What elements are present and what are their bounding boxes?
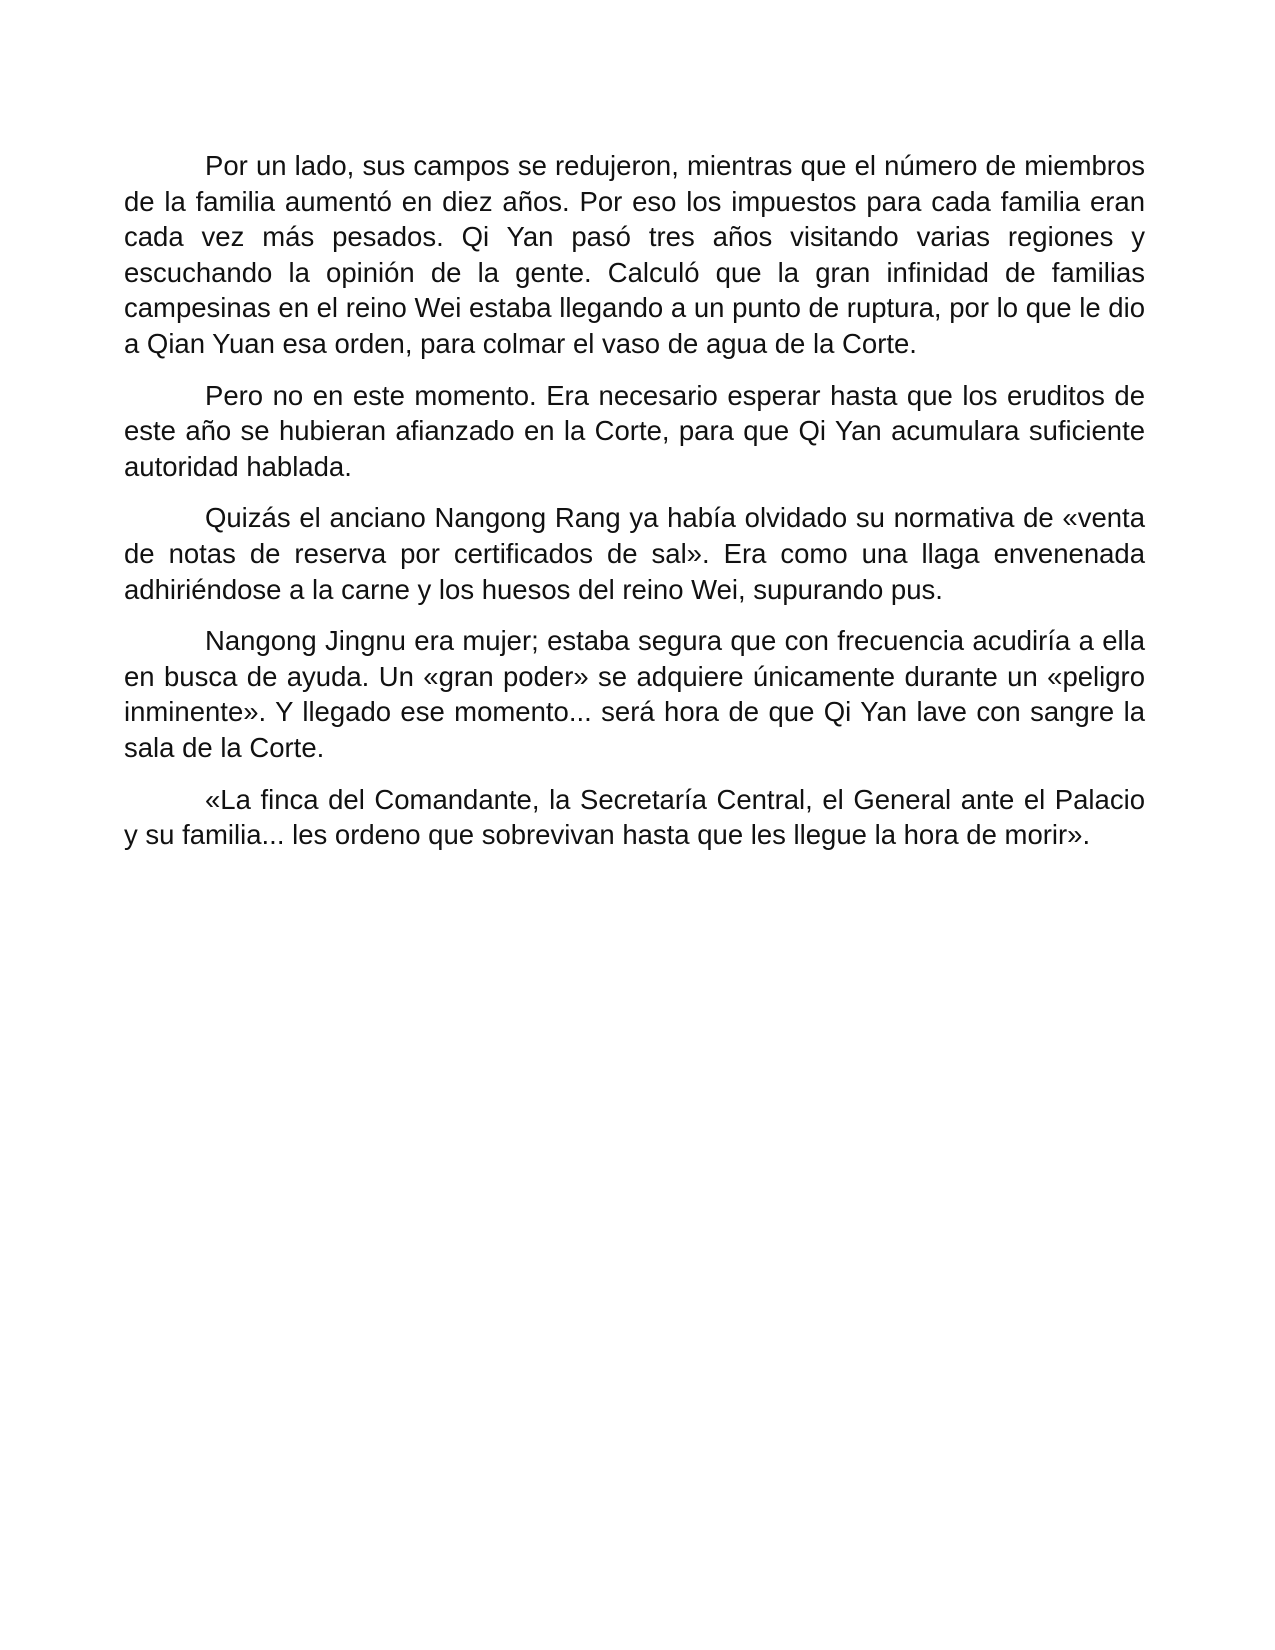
text-body <box>124 148 1145 869</box>
paragraph-5: «La finca del Comandante, la Secretaría Central, el General ante el Palacio y su familia... les ordeno que sobrevivan hasta que les llegue la hora de morir». <box>124 783 1145 851</box>
paragraph-1: Por un lado, sus campos se redujeron, mientras que el número de miembros de la familia aumentó en diez años. Por eso los impuestos para cada familia eran cada vez más pesados. Qi Yan pasó tres años visitando varias regiones y escuchando la opinión de la gente. Calculó que la gran infinidad de familias campesinas en el reino Wei estaba llegando a un punto de ruptura, por lo que le dio a Qian Yuan esa orden, para colmar el vaso de agua de la Corte. <box>124 150 1145 359</box>
paragraph-2: Pero no en este momento. Era necesario esperar hasta que los eruditos de este año se hubieran afianzado en la Corte, para que Qi Yan acumulara suficiente autoridad hablada. <box>124 379 1145 482</box>
paragraph-4: Nangong Jingnu era mujer; estaba segura que con frecuencia acudiría a ella en busca de ayuda. Un «gran poder» se adquiere únicamente durante un «peligro inminente». Y llegado ese momento... será hora de que Qi Yan lave con sangre la sala de la Corte. <box>124 625 1145 763</box>
paragraph-3: Quizás el anciano Nangong Rang ya había olvidado su normativa de «venta de notas de reserva por certificados de sal». Era como una llaga envenenada adhiriéndose a la carne y los huesos del reino Wei, supurando pus. <box>124 502 1145 605</box>
